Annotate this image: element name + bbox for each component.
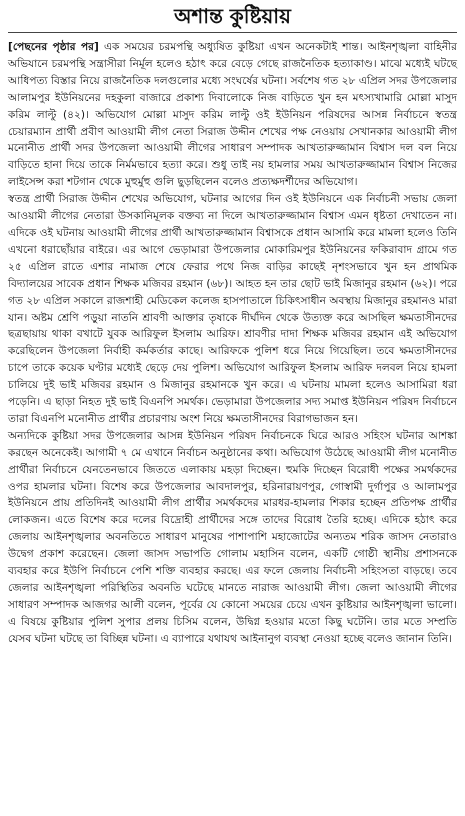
article-paragraph-1 bbox=[8, 39, 457, 191]
article-paragraph-2: স্বতন্ত্র প্রার্থী সিরাজ উদ্দীন শেখের অভিযোগ, ঘটনার আগের দিন ওই ইউনিয়নে এক নির্বাচনী সভায় জেলা আওয়ামী লীগের নেতারা উসকানিমূলক বক্তব্য না দিলে আখতারুজ্জামান বিশ্বাস এমন ধৃষ্টতা দেখাতেন না। এদিকে ওই ঘটনায় আওয়ামী লীগের প্রার্থী আখতারুজ্জামান বিশ্বাসকে প্রধান আসামি করে মামলা হলেও তিনি এখনো ধরাছোঁয়ার বাইরে। এর আগে ভেড়ামারা উপজেলার মোকারিমপুর ইউনিয়নের ফকিরাবাদ গ্রামে গত ২৫ এপ্রিল রাতে এশার নামাজ শেষে ফেরার পথে নিজ বাড়ির কাছেই নৃশংসভাবে খুন হন প্রাথমিক বিদ্যালয়ের সাবেক প্রধান শিক্ষক মজিবর রহমান (৬৮)। আহত হন তার ছোট ভাই মিজানুর রহমান (৬২)। পরে গত ২৮ এপ্রিল সকালে রাজশাহী মেডিকেল কলেজ হাসপাতালে চিকিৎসাধীন অবস্থায় মিজানুর রহমানও মারা যান। অষ্টম শ্রেণি পড়ুয়া নাতনি শ্রাবণী আক্তার তৃষাকে দীর্ঘদিন থেকে উত্যক্ত করে আসছিল ক্ষমতাসীনদের ছত্রছায়ায় থাকা বখাটে যুবক আরিফুল ইসলাম আরিফ। শ্রাবণীর দাদা শিক্ষক মজিবর রহমান এই অভিযোগ করেছিলেন উপজেলা নির্বাহী কর্মকর্তার কাছে। আরিফকে পুলিশ ধরে নিয়ে গিয়েছিল। তবে ক্ষমতাসীনদের চাপে তাকে কয়েক ঘণ্টার মধ্যেই ছেড়ে দেয় পুলিশ। অভিযোগ আরিফুল ইসলাম আরিফ দলবল নিয়ে হামলা চালিয়ে দুই ভাই মজিবর রহমান ও মিজানুর রহমানকে খুন করে। এ ঘটনায় মামলা হলেও আসামিরা ধরা পড়েনি। এ ছাড়া নিহত দুই ভাই বিএনপি সমর্থক। ভেড়ামারা উপজেলার সদ্য সমাপ্ত ইউনিয়ন পরিষদ নির্বাচনে তারা বিএনপি মনোনীত প্রার্থীর প্রচারণায় অংশ নিয়ে ক্ষমতাসীনদের বিরাগভাজন হন। bbox=[8, 193, 457, 425]
article-headline: অশান্ত কুষ্টিয়ায় bbox=[174, 4, 291, 28]
article-body bbox=[8, 39, 457, 648]
headline-divider bbox=[8, 32, 457, 33]
continuation-label: [পেছনের পৃষ্ঠার পর] bbox=[8, 41, 99, 53]
article-paragraph-3: অন্যদিকে কুষ্টিয়া সদর উপজেলার আসন্ন ইউনিয়ন পরিষদ নির্বাচনকে ঘিরে আরও সহিংস ঘটনার আশঙ্কা করছেন অনেকেই। আগামী ৭ মে এখানে নির্বাচন অনুষ্ঠানের কথা। অভিযোগ উঠেছে আওয়ামী লীগ মনোনীত প্রার্থীরা নির্বাচনে যেনতেনভাবে জিততে এলাকায় মহড়া দিচ্ছেন। হুমকি দিচ্ছেন বিরোধী পক্ষের সমর্থকদের ওপর হামলার ঘটনা। বিশেষ করে উপজেলার আবদালপুর, হরিনারায়ণপুর, গোস্বামী দুর্গাপুর ও আলামপুর ইউনিয়নে প্রায় প্রতিদিনই আওয়ামী লীগ প্রার্থীর সমর্থকদের মারধর-হামলার শিকার হচ্ছেন প্রতিপক্ষ প্রার্থীর লোকজন। এতে বিশেষ করে দলের বিদ্রোহী প্রার্থীদের সঙ্গে তাদের বিরোধ তৈরি হচ্ছে। এদিকে হঠাৎ করে জেলায় আইনশৃঙ্খলার অবনতিতে সাধারণ মানুষের পাশাপাশি মহাজোটের অন্যতম শরিক জাসদ নেতারাও উদ্বেগ প্রকাশ করেছেন। জেলা জাসদ সভাপতি গোলাম মহাসিন বলেন, একটি গোষ্ঠী স্থানীয় প্রশাসনকে ব্যবহার করে ইউপি নির্বাচনে পেশি শক্তি ব্যবহার করছে। এর ফলে জেলায় নির্বাচনী সহিংসতা বাড়ছে। তবে জেলার আইনশৃঙ্খলা পরিস্থিতির অবনতি ঘটেছে মানতে নারাজ আওয়ামী লীগ। জেলা আওয়ামী লীগের সাধারণ সম্পাদক আজগর আলী বলেন, পূর্বের যে কোনো সময়ের চেয়ে এখন কুষ্টিয়ার আইনশৃঙ্খলা ভালো। এ বিষয়ে কুষ্টিয়ার পুলিশ সুপার প্রলয় চিসিম বলেন, উদ্বিগ্ন হওয়ার মতো কিছু ঘটেনি। তার মতে সম্প্রতি যেসব ঘটনা ঘটছে তা বিচ্ছিন্ন ঘটনা। এ ব্যাপারে যথাযথ আইনানুগ ব্যবস্থা নেওয়া হচ্ছে বলেও জানান তিনি। bbox=[8, 429, 457, 645]
paragraph-1-text: এক সময়ের চরমপন্থি অধ্যুষিত কুষ্টিয়া এখন অনেকটাই শান্ত। আইনশৃঙ্খলা বাহিনীর অভিযানে চরমপন্থি সন্ত্রাসীরা নির্মূল হলেও হঠাৎ করে বেড়ে গেছে রাজনৈতিক হত্যাকাণ্ড। মাঝে মধ্যেই ঘটছে আধিপত্য বিস্তার নিয়ে রাজনৈতিক দলগুলোর মধ্যে সংঘর্ষের ঘটনা। সর্বশেষ গত ২৮ এপ্রিল সদর উপজেলার আলামপুর ইউনিয়নের দহকুলা বাজারে প্রকাশ্য দিবালোকে নিজ বাড়িতে খুন হন মৎস্যখামারি মোল্লা মাসুদ করিম লাল্টু (৪২)। অভিযোগ মোল্লা মাসুদ করিম লাল্টু ওই ইউনিয়ন পরিষদের আসন্ন নির্বাচনে স্বতন্ত্র চেয়ারম্যান প্রার্থী প্রবীণ আওয়ামী লীগ নেতা সিরাজ উদ্দীন শেখের পক্ষ নেওয়ায় সেখানকার আওয়ামী লীগ মনোনীত প্রার্থী সদর উপজেলা আওয়ামী লীগের সাধারণ সম্পাদক আখতারুজ্জামান বিশ্বাস দল বল নিয়ে বাড়িতে হানা দিয়ে তাকে নির্মমভাবে হত্যা করে। শুধু তাই নয় হামলার সময় আখতারুজ্জামান বিশ্বাস নিজের লাইসেন্স করা শটগান থেকে মুহুর্মুহু গুলি ছুড়ছিলেন বলেও প্রত্যক্ষদর্শীদের অভিযোগ। bbox=[8, 41, 457, 189]
